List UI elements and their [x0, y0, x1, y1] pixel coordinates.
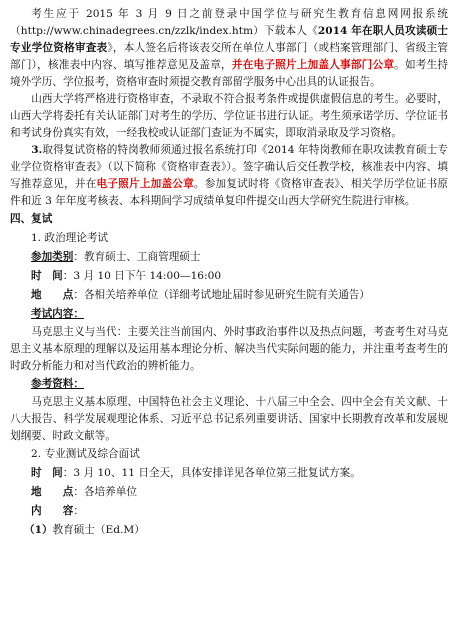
- sub1-value: 教育硕士（Ed.M）: [52, 524, 145, 536]
- category-value: ：教育硕士、工商管理硕士: [73, 251, 201, 263]
- content-value: ：: [73, 505, 84, 517]
- item-number-3: 3.: [31, 144, 43, 156]
- item1-title: 1. 政治理论考试: [31, 232, 109, 244]
- time-label: 时 间: [31, 270, 63, 282]
- section-heading-retest: 四、复试: [10, 213, 53, 225]
- content-label: 内 容: [31, 505, 74, 517]
- item1-ref-text: 马克思主义基本原理、中国特色社会主义理论、十八届三中全会、四中全会有关文献、十八大报告、科学发展观理论体系、习近平总书记系列重要讲话、国家中长期教育改革和发展规划纲要、时政文献等。: [10, 396, 448, 442]
- item1-time-row: [10, 267, 448, 286]
- para3-text-b: 取得复试资格的特岗教师须通过报名系统打印《2014 年特岗教师在职攻读教育硕士专业学位资格审查表》（以下简称《资格审查表》）。签字确认后交任教学校，核准表中内容、填写推荐意见，并在: [10, 144, 448, 190]
- paragraph-qualification-review: [10, 6, 448, 91]
- time-label: 时 间: [31, 467, 63, 479]
- red-emphasis-photo-seal: 电子照片上加盖公章: [96, 178, 194, 190]
- time-value: ：3 月 10 日下午 14:00—16:00: [62, 270, 222, 282]
- place-label: 地 点: [31, 289, 74, 301]
- item1-content-label: 考试内容：: [31, 308, 84, 320]
- place-value: ：各培养单位: [73, 486, 137, 498]
- para1-text-c: 》，本人签名后将该表交所在单位人事部门（或档案管理部门、省级主管部门），核准表中内容、填写推荐意见及盖章，: [10, 42, 448, 71]
- paragraph-special-teachers: [10, 142, 448, 210]
- para3-text-d: 。参加复试时将《资格审查表》、相关学历学位证书原件和近 3 年年度考核表、本科期间学习成绩单复印件提交山西大学研究生院进行审核。: [10, 178, 449, 207]
- item1-ref-label: 参考资料：: [31, 378, 84, 390]
- item1-place-row: [10, 286, 448, 305]
- time-value: ：3 月 10、11 日全天，具体安排详见各单位第三批复试方案。: [62, 467, 361, 479]
- para1-text-a: 考生应于 2015 年 3 月 9 日之前登录中国学位与研究生教育信息网网报系统（http://www.chinadegrees.cn/zzlk/index.htm）下载本人《: [10, 8, 448, 37]
- para1-text-e: 。如考生持境外学历、学位报考，资格审查时须提交教育部留学服务中心出具的认证报告。: [10, 59, 449, 88]
- sub1-label: （1）: [24, 524, 53, 536]
- item1-content-text: 马克思主义与当代：主要关注当前国内、外时事政治事件以及热点问题，考查考生对马克思主义基本原理的理解以及运用基本理论分析、解决当代实际问题的能力，并注重考查考生的时政分析能力和对当代政治的辨析能力。: [10, 326, 448, 372]
- form-title: 2014 年在职人员攻读硕士专业学位资格审查表: [10, 25, 448, 54]
- red-emphasis-hr-seal: 并在电子照片上加盖人事部门公章: [231, 59, 395, 71]
- item2-time-row: [10, 464, 448, 483]
- item2-place-row: [10, 483, 448, 502]
- paragraph-verification: 山西大学将严格进行资格审查，不录取不符合报考条件或提供虚假信息的考生。必要时，山西大学将委托有关认证部门对考生的学历、学位证书进行认证。考生须承诺学历、学位证书和考试身份真实有效，一经我校或认证部门查证为不属实，即取消录取及学习资格。: [10, 93, 448, 139]
- item2-content-row: [10, 502, 448, 521]
- category-label: 参加类别: [31, 251, 74, 263]
- item2-sub1-row: [10, 521, 448, 540]
- item1-category-row: [10, 248, 448, 267]
- item2-title: 2. 专业测试及综合面试: [31, 448, 140, 460]
- place-label: 地 点: [31, 486, 74, 498]
- place-value: ：各相关培养单位（详细考试地址届时参见研究生院有关通告）: [73, 289, 370, 301]
